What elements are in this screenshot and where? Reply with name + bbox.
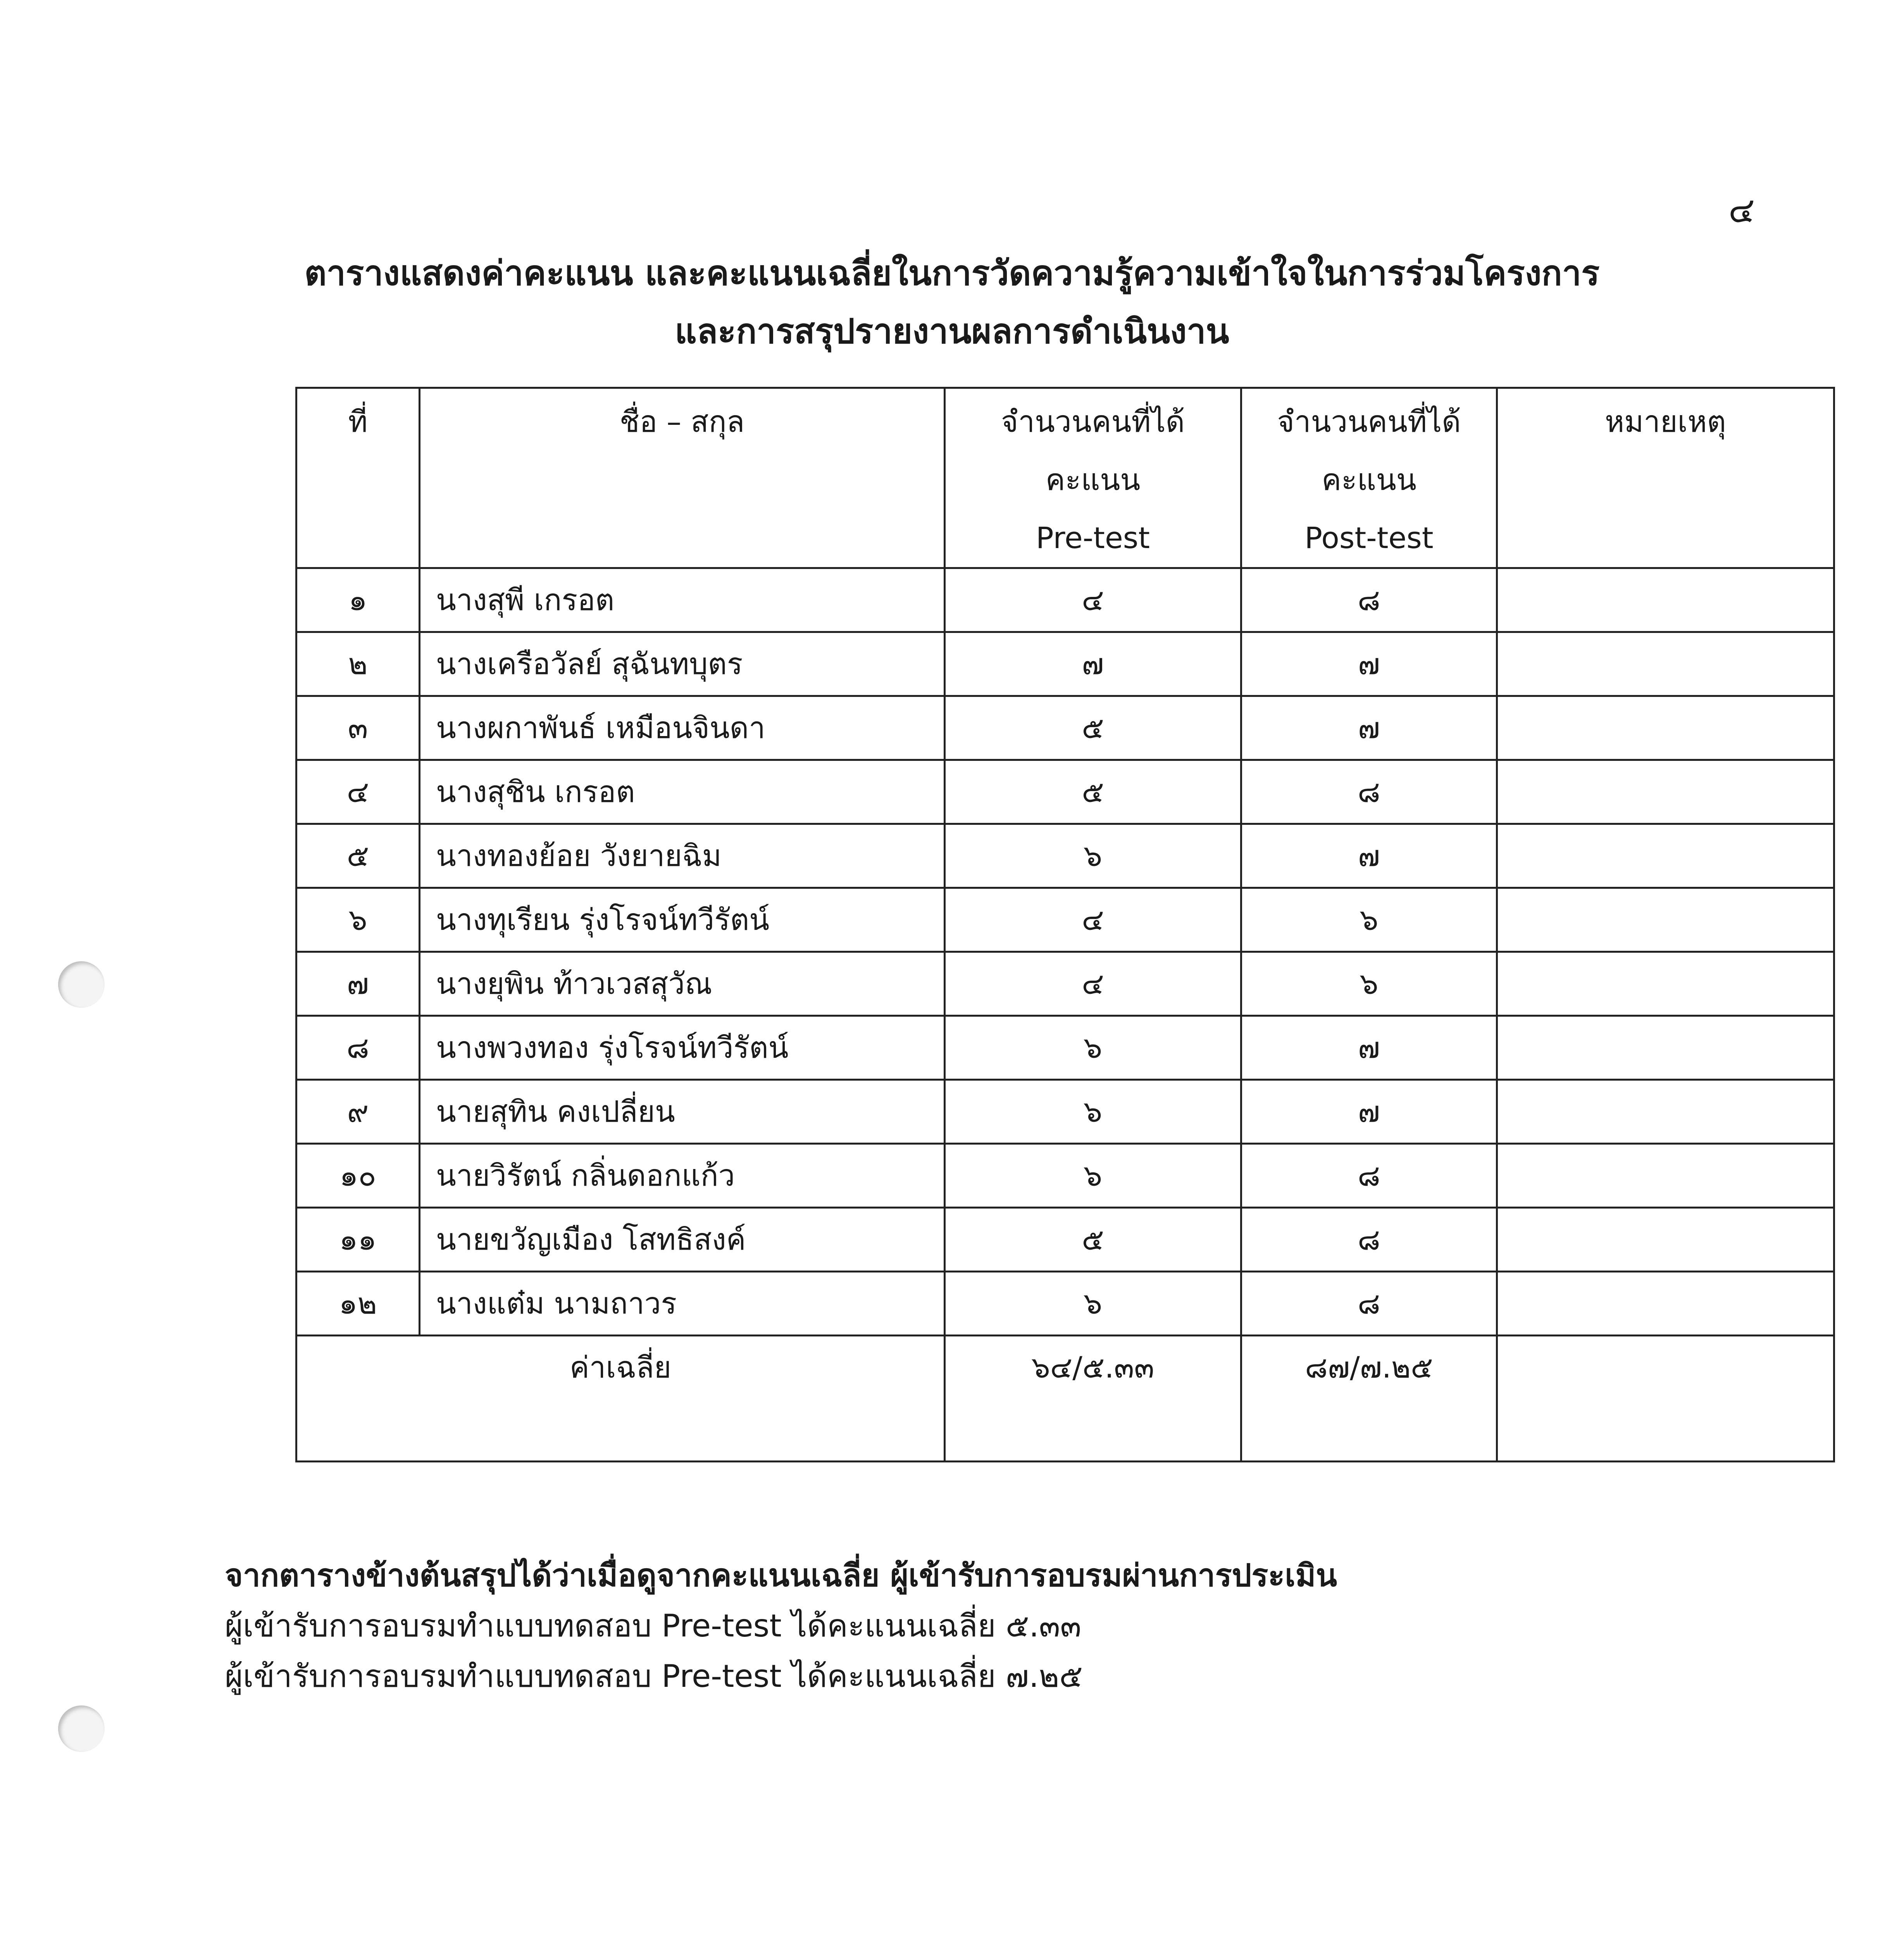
table-row	[296, 760, 1834, 824]
table-row	[296, 952, 1834, 1016]
row-name: นางพวงทอง รุ่งโรจน์ทวีรัตน์	[420, 1016, 945, 1080]
row-posttest: ๖	[1241, 888, 1497, 952]
row-pretest: ๖	[945, 824, 1241, 888]
header-posttest: จำนวนคนที่ได้ คะแนน Post-test	[1241, 388, 1497, 568]
row-remark	[1497, 824, 1834, 888]
row-no: ๕	[296, 824, 420, 888]
row-pretest: ๕	[945, 1208, 1241, 1272]
punch-hole-bottom	[58, 1705, 105, 1752]
row-no: ๑	[296, 568, 420, 632]
row-pretest: ๖	[945, 1272, 1241, 1336]
row-no: ๘	[296, 1016, 420, 1080]
average-pretest: ๖๔/๕.๓๓	[945, 1336, 1241, 1462]
row-pretest: ๕	[945, 696, 1241, 760]
page-number: ๔	[1728, 190, 1755, 231]
header-pretest: จำนวนคนที่ได้ คะแนน Pre-test	[945, 388, 1241, 568]
title-line-2: และการสรุปรายงานผลการดำเนินงาน	[675, 311, 1229, 351]
row-posttest: ๗	[1241, 1016, 1497, 1080]
table-row	[296, 888, 1834, 952]
row-remark	[1497, 1208, 1834, 1272]
row-no: ๔	[296, 760, 420, 824]
row-name: นางทองย้อย วังยายฉิม	[420, 824, 945, 888]
title-line-1: ตารางแสดงค่าคะแนน และคะแนนเฉลี่ยในการวัดความรู้ความเข้าใจในการร่วมโครงการ	[304, 253, 1600, 293]
row-remark	[1497, 1144, 1834, 1208]
row-posttest: ๘	[1241, 1272, 1497, 1336]
row-posttest: ๖	[1241, 952, 1497, 1016]
table-row	[296, 696, 1834, 760]
punch-hole-top	[58, 961, 105, 1008]
row-remark	[1497, 1272, 1834, 1336]
table-row	[296, 568, 1834, 632]
row-pretest: ๔	[945, 952, 1241, 1016]
table-row	[296, 632, 1834, 696]
header-row	[296, 388, 1834, 568]
row-posttest: ๗	[1241, 632, 1497, 696]
row-name: นายขวัญเมือง โสทธิสงค์	[420, 1208, 945, 1272]
row-pretest: ๔	[945, 888, 1241, 952]
row-pretest: ๗	[945, 632, 1241, 696]
row-pretest: ๖	[945, 1080, 1241, 1144]
row-posttest: ๘	[1241, 1208, 1497, 1272]
row-pretest: ๖	[945, 1016, 1241, 1080]
row-remark	[1497, 568, 1834, 632]
score-table	[295, 387, 1835, 1462]
table-row	[296, 1080, 1834, 1144]
row-name: นางสุพี เกรอต	[420, 568, 945, 632]
average-label: ค่าเฉลี่ย	[296, 1336, 945, 1462]
row-remark	[1497, 1016, 1834, 1080]
row-no: ๑๐	[296, 1144, 420, 1208]
row-name: นางยุพิน ท้าวเวสสุวัณ	[420, 952, 945, 1016]
row-no: ๖	[296, 888, 420, 952]
average-remark	[1497, 1336, 1834, 1462]
row-name: นายสุทิน คงเปลี่ยน	[420, 1080, 945, 1144]
average-row	[296, 1336, 1834, 1462]
row-posttest: ๘	[1241, 760, 1497, 824]
row-no: ๓	[296, 696, 420, 760]
row-posttest: ๘	[1241, 1144, 1497, 1208]
row-remark	[1497, 632, 1834, 696]
row-no: ๑๑	[296, 1208, 420, 1272]
summary	[225, 1550, 1337, 1702]
average-posttest: ๘๗/๗.๒๕	[1241, 1336, 1497, 1462]
row-no: ๑๒	[296, 1272, 420, 1336]
row-pretest: ๖	[945, 1144, 1241, 1208]
row-no: ๗	[296, 952, 420, 1016]
row-posttest: ๗	[1241, 1080, 1497, 1144]
summary-lead: จากตารางข้างต้นสรุปได้ว่าเมื่อดูจากคะแนนเฉลี่ย ผู้เข้ารับการอบรมผ่านการประเมิน	[225, 1557, 1337, 1593]
row-posttest: ๗	[1241, 696, 1497, 760]
row-name: นางสุชิน เกรอต	[420, 760, 945, 824]
table-row	[296, 1272, 1834, 1336]
row-remark	[1497, 696, 1834, 760]
summary-line-1: ผู้เข้ารับการอบรมทำแบบทดสอบ Pre-test ได้คะแนนเฉลี่ย ๕.๓๓	[225, 1608, 1082, 1644]
row-name: นางเครือวัลย์ สุฉันทบุตร	[420, 632, 945, 696]
row-posttest: ๗	[1241, 824, 1497, 888]
row-pretest: ๔	[945, 568, 1241, 632]
row-remark	[1497, 888, 1834, 952]
document-title	[0, 244, 1904, 360]
table-row	[296, 1144, 1834, 1208]
row-name: นายวิรัตน์ กลิ่นดอกแก้ว	[420, 1144, 945, 1208]
row-name: นางทุเรียน รุ่งโรจน์ทวีรัตน์	[420, 888, 945, 952]
row-remark	[1497, 1080, 1834, 1144]
row-no: ๙	[296, 1080, 420, 1144]
row-pretest: ๕	[945, 760, 1241, 824]
table-row	[296, 824, 1834, 888]
header-no: ที่	[296, 388, 420, 568]
header-name: ชื่อ – สกุล	[420, 388, 945, 568]
row-remark	[1497, 952, 1834, 1016]
header-remark: หมายเหตุ	[1497, 388, 1834, 568]
table-row	[296, 1016, 1834, 1080]
row-remark	[1497, 760, 1834, 824]
row-name: นางแต๋ม นามถาวร	[420, 1272, 945, 1336]
summary-line-2: ผู้เข้ารับการอบรมทำแบบทดสอบ Pre-test ได้คะแนนเฉลี่ย ๗.๒๕	[225, 1658, 1083, 1694]
row-name: นางผกาพันธ์ เหมือนจินดา	[420, 696, 945, 760]
row-no: ๒	[296, 632, 420, 696]
table-row	[296, 1208, 1834, 1272]
row-posttest: ๘	[1241, 568, 1497, 632]
